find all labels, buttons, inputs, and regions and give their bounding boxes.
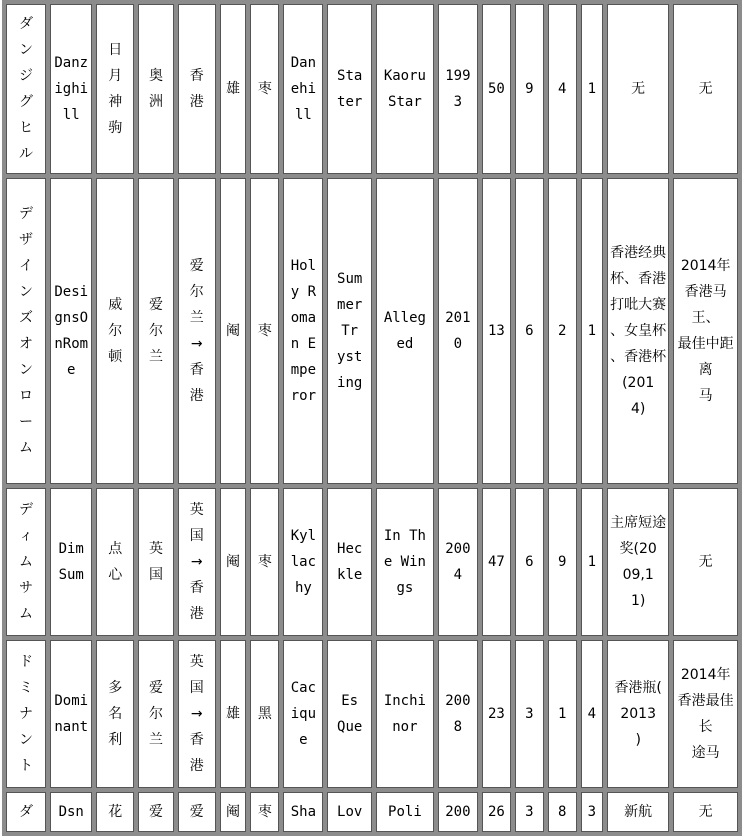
cell-thirds: 4: [581, 640, 603, 788]
cell-origin: 奥 洲: [138, 4, 174, 174]
cell-color: 黑: [250, 640, 279, 788]
cell-awards: 无: [673, 792, 738, 832]
cell-year: 199 3: [438, 4, 478, 174]
cell-english: Desi gnsO nRom e: [50, 178, 92, 484]
cell-year: 200 8: [438, 640, 478, 788]
cell-color: 枣: [250, 4, 279, 174]
table-row: [6, 178, 738, 484]
cell-region: 爱 尔 兰 → 香 港: [178, 178, 216, 484]
cell-thirds: 3: [581, 792, 603, 832]
cell-starts: 26: [482, 792, 511, 832]
cell-dam: Es Que: [327, 640, 372, 788]
cell-kana: ダ ン ジ グ ヒ ル: [6, 4, 46, 174]
cell-sire: Dan ehi ll: [283, 4, 323, 174]
cell-sex: 阉: [220, 178, 247, 484]
cell-seconds: 1: [548, 640, 577, 788]
cell-damsire: Alleg ed: [376, 178, 434, 484]
cell-awards: 2014年 香港最佳长 途马: [673, 640, 738, 788]
cell-chinese: 多 名 利: [96, 640, 134, 788]
cell-major-wins: 主席短途 奖(20 09,1 1): [607, 488, 669, 636]
cell-damsire: Inchi nor: [376, 640, 434, 788]
cell-year: 200 4: [438, 488, 478, 636]
cell-english: Danz ighi ll: [50, 4, 92, 174]
cell-dam: Hec kle: [327, 488, 372, 636]
cell-sex: 阉: [220, 792, 247, 832]
cell-region: 香 港: [178, 4, 216, 174]
cell-major-wins: 香港经典 杯、香港 打吡大赛 、女皇杯 、香港杯 (201 4): [607, 178, 669, 484]
cell-thirds: 1: [581, 488, 603, 636]
cell-region: 爱: [178, 792, 216, 832]
cell-thirds: 1: [581, 4, 603, 174]
cell-english: Dsn: [50, 792, 92, 832]
cell-starts: 50: [482, 4, 511, 174]
cell-origin: 爱 尔 兰: [138, 640, 174, 788]
cell-sire: Sha: [283, 792, 323, 832]
cell-year: 201 0: [438, 178, 478, 484]
cell-seconds: 4: [548, 4, 577, 174]
cell-origin: 爱: [138, 792, 174, 832]
cell-seconds: 2: [548, 178, 577, 484]
cell-kana: ド ミ ナ ン ト: [6, 640, 46, 788]
table-body: [6, 4, 738, 832]
cell-sex: 阉: [220, 488, 247, 636]
cell-major-wins: 香港瓶( 2013 ): [607, 640, 669, 788]
cell-kana: ダ: [6, 792, 46, 832]
cell-seconds: 9: [548, 488, 577, 636]
table-row: [6, 792, 738, 832]
table-row: [6, 488, 738, 636]
cell-wins: 6: [515, 488, 544, 636]
cell-thirds: 1: [581, 178, 603, 484]
horse-table: [2, 0, 742, 836]
cell-major-wins: 无: [607, 4, 669, 174]
cell-damsire: In Th e Win gs: [376, 488, 434, 636]
cell-damsire: Poli: [376, 792, 434, 832]
cell-chinese: 日 月 神 驹: [96, 4, 134, 174]
table-row: [6, 640, 738, 788]
cell-major-wins: 新航: [607, 792, 669, 832]
cell-region: 英 国 → 香 港: [178, 640, 216, 788]
cell-dam: Sta ter: [327, 4, 372, 174]
cell-starts: 23: [482, 640, 511, 788]
cell-english: Dim Sum: [50, 488, 92, 636]
cell-starts: 47: [482, 488, 511, 636]
cell-dam: Sum mer Tr yst ing: [327, 178, 372, 484]
cell-region: 英 国 → 香 港: [178, 488, 216, 636]
cell-color: 枣: [250, 792, 279, 832]
cell-color: 枣: [250, 488, 279, 636]
cell-awards: 无: [673, 488, 738, 636]
cell-wins: 3: [515, 792, 544, 832]
cell-starts: 13: [482, 178, 511, 484]
cell-awards: 无: [673, 4, 738, 174]
cell-wins: 9: [515, 4, 544, 174]
cell-origin: 英 国: [138, 488, 174, 636]
cell-seconds: 8: [548, 792, 577, 832]
cell-chinese: 花: [96, 792, 134, 832]
cell-awards: 2014年 香港马王、 最佳中距离 马: [673, 178, 738, 484]
cell-kana: デ ィ ム サ ム: [6, 488, 46, 636]
cell-kana: デ ザ イ ン ズ オ ン ロ ー ム: [6, 178, 46, 484]
cell-year: 200: [438, 792, 478, 832]
table-row: [6, 4, 738, 174]
cell-sex: 雄: [220, 4, 247, 174]
cell-dam: Lov: [327, 792, 372, 832]
cell-sex: 雄: [220, 640, 247, 788]
cell-damsire: Kaoru Star: [376, 4, 434, 174]
cell-color: 枣: [250, 178, 279, 484]
cell-origin: 爱 尔 兰: [138, 178, 174, 484]
cell-english: Domi nant: [50, 640, 92, 788]
cell-chinese: 威 尔 顿: [96, 178, 134, 484]
cell-wins: 3: [515, 640, 544, 788]
cell-sire: Hol y R oma n E mpe ror: [283, 178, 323, 484]
cell-chinese: 点 心: [96, 488, 134, 636]
cell-sire: Kyl lac hy: [283, 488, 323, 636]
cell-sire: Cac iqu e: [283, 640, 323, 788]
cell-wins: 6: [515, 178, 544, 484]
